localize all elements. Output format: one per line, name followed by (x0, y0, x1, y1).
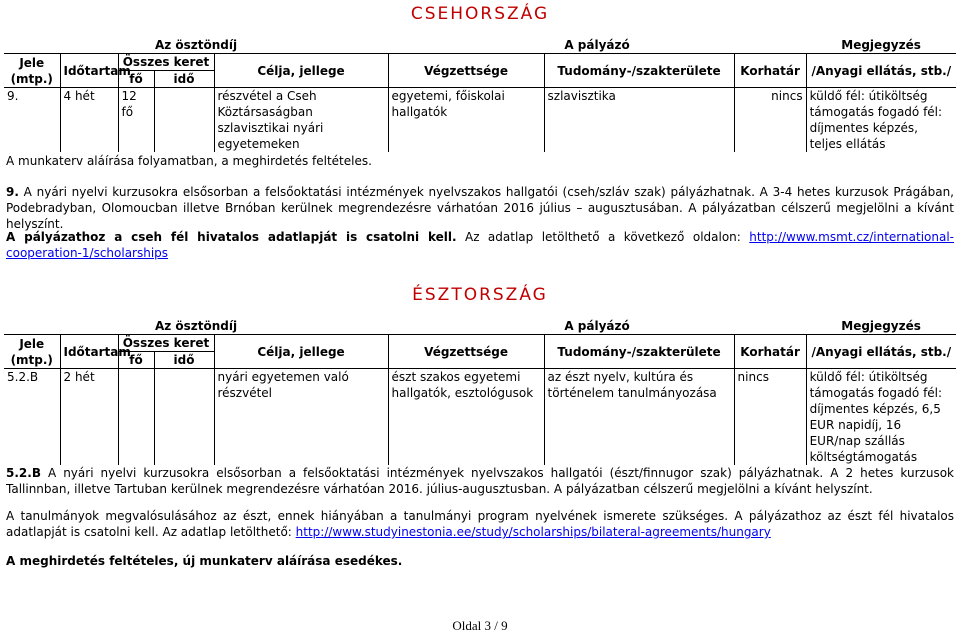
header-korhatar: Korhatár (734, 54, 806, 88)
header-megjegyzes: Megjegyzés (806, 318, 956, 335)
header-fo: fő (118, 71, 154, 88)
header-ido: idő (154, 71, 214, 88)
section-title-czech: CSEHORSZÁG (410, 4, 550, 24)
header-tudomany: Tudomány-/szakterülete (544, 335, 734, 369)
cell-jele: 9. (7, 89, 19, 103)
header-osszes-keret: Összes keret (118, 335, 214, 352)
header-vegzettsege: Végzettsége (388, 335, 544, 369)
header-jele: Jele (mtp.) (4, 335, 60, 369)
cell-korhatar: nincs (734, 369, 806, 466)
table-row (4, 88, 956, 153)
header-jele: Jele (mtp.) (4, 54, 60, 88)
estonia-paragraph-1-label: 5.2.B (6, 466, 41, 480)
header-idotartam: Időtartam (60, 54, 118, 88)
cell-ido (154, 369, 214, 466)
header-osztondij: Az ösztöndíj (4, 318, 388, 335)
header-palyazo: A pályázó (388, 37, 806, 54)
czech-paragraph-2-text: Az adatlap letölthető a következő oldalon: (456, 230, 750, 244)
estonia-paragraph-2-text: A tanulmányok megvalósulásához az észt, ennek hiányában a tanulmányi program nyelvének ismerete szükséges. A pályázathoz az észt fél hivatalos adatlapját is csatolni kell. Az adatlap letölthető: (6, 509, 954, 539)
estonia-paragraph-1-text: A nyári nyelvi kurzusokra elsősorban a felsőoktatási intézmények nyelvszakos hallgatói (észt/finnugor szak) pályázhatnak. A 2 hetes kurzusok Tallinnban, illetve Tartuban kerülnek megrendezésre várhatóan 2016. július-augusztusban. A pályázatban célszerű megjelölni a kívánt helyszínt. (6, 466, 954, 496)
cell-vegzettsege: észt szakos egyetemi hallgatók, esztológusok (388, 369, 544, 466)
section-title-estonia: ÉSZTORSZÁG (412, 285, 548, 305)
header-anyagi: /Anyagi ellátás, stb./ (806, 335, 956, 369)
czech-paragraph-1 (6, 184, 954, 232)
cell-tudomany: az észt nyelv, kultúra és történelem tanulmányozása (544, 369, 734, 466)
czech-paragraph-2-bold: A pályázathoz a cseh fél hivatalos adatlapját is csatolni kell. (6, 230, 457, 244)
estonia-paragraph-1 (6, 465, 954, 497)
cell-jele: 5.2.B (7, 370, 39, 384)
cell-megjegyzes: küldő fél: útiköltség támogatás fogadó fél: díjmentes képzés, teljes ellátás (806, 88, 956, 153)
cell-megjegyzes: küldő fél: útiköltség támogatás fogadó fél: díjmentes képzés, 6,5 EUR napidíj, 16 EUR/nap szállás költségtámogatás (806, 369, 956, 466)
cell-idotartam: 4 hét (60, 88, 118, 153)
header-korhatar: Korhatár (734, 335, 806, 369)
header-celja: Célja, jellege (214, 335, 388, 369)
estonia-final-note: A meghirdetés feltételes, új munkaterv aláírása esedékes. (6, 554, 403, 568)
czech-paragraph-1-text: A nyári nyelvi kurzusokra elsősorban a felsőoktatási intézmények nyelvszakos hallgatói (cseh/szláv szak) pályázhatnak. A 3-4 hetes kurzusok Prágában, Podebradyban, Olomoucban illetve Brnóban kerülnek megrendezésre várhatóan 2016 július – augusztusában. A pályázatban célszerű megjelölni a kívánt helyszínt. (6, 185, 954, 231)
header-fo: fő (118, 352, 154, 369)
cell-tudomany: szlavisztika (544, 88, 734, 153)
header-ido: idő (154, 352, 214, 369)
cell-korhatar: nincs (734, 88, 806, 153)
cell-celja: részvétel a Cseh Köztársaságban szlavisztikai nyári egyetemeken (214, 88, 388, 153)
cell-fo (118, 369, 154, 466)
czech-paragraph-1-label: 9. (6, 185, 19, 199)
header-celja: Célja, jellege (214, 54, 388, 88)
cell-idotartam: 2 hét (60, 369, 118, 466)
header-anyagi: /Anyagi ellátás, stb./ (806, 54, 956, 88)
czech-note: A munkaterv aláírása folyamatban, a meghirdetés feltételes. (6, 154, 372, 168)
header-palyazo: A pályázó (388, 318, 806, 335)
czech-scholarship-table (4, 37, 956, 152)
page-footer: Oldal 3 / 9 (452, 618, 508, 633)
table-row (4, 369, 956, 466)
cell-celja: nyári egyetemen való részvétel (214, 369, 388, 466)
header-vegzettsege: Végzettsége (388, 54, 544, 88)
cell-fo: 12 fő (118, 88, 154, 153)
header-idotartam: Időtartam (60, 335, 118, 369)
header-tudomany: Tudomány-/szakterülete (544, 54, 734, 88)
cell-ido (154, 88, 214, 153)
czech-paragraph-2 (6, 229, 954, 261)
estonia-form-link[interactable]: http://www.studyinestonia.ee/study/scholarships/bilateral-agreements/hungary (295, 525, 771, 539)
header-osztondij: Az ösztöndíj (4, 37, 388, 54)
czech-form-link[interactable]: http://www.msmt.cz/international-cooperation-1/scholarships (6, 230, 954, 260)
estonia-paragraph-2 (6, 508, 954, 540)
header-megjegyzes: Megjegyzés (806, 37, 956, 54)
cell-vegzettsege: egyetemi, főiskolai hallgatók (388, 88, 544, 153)
header-osszes-keret: Összes keret (118, 54, 214, 71)
estonia-scholarship-table (4, 318, 956, 465)
